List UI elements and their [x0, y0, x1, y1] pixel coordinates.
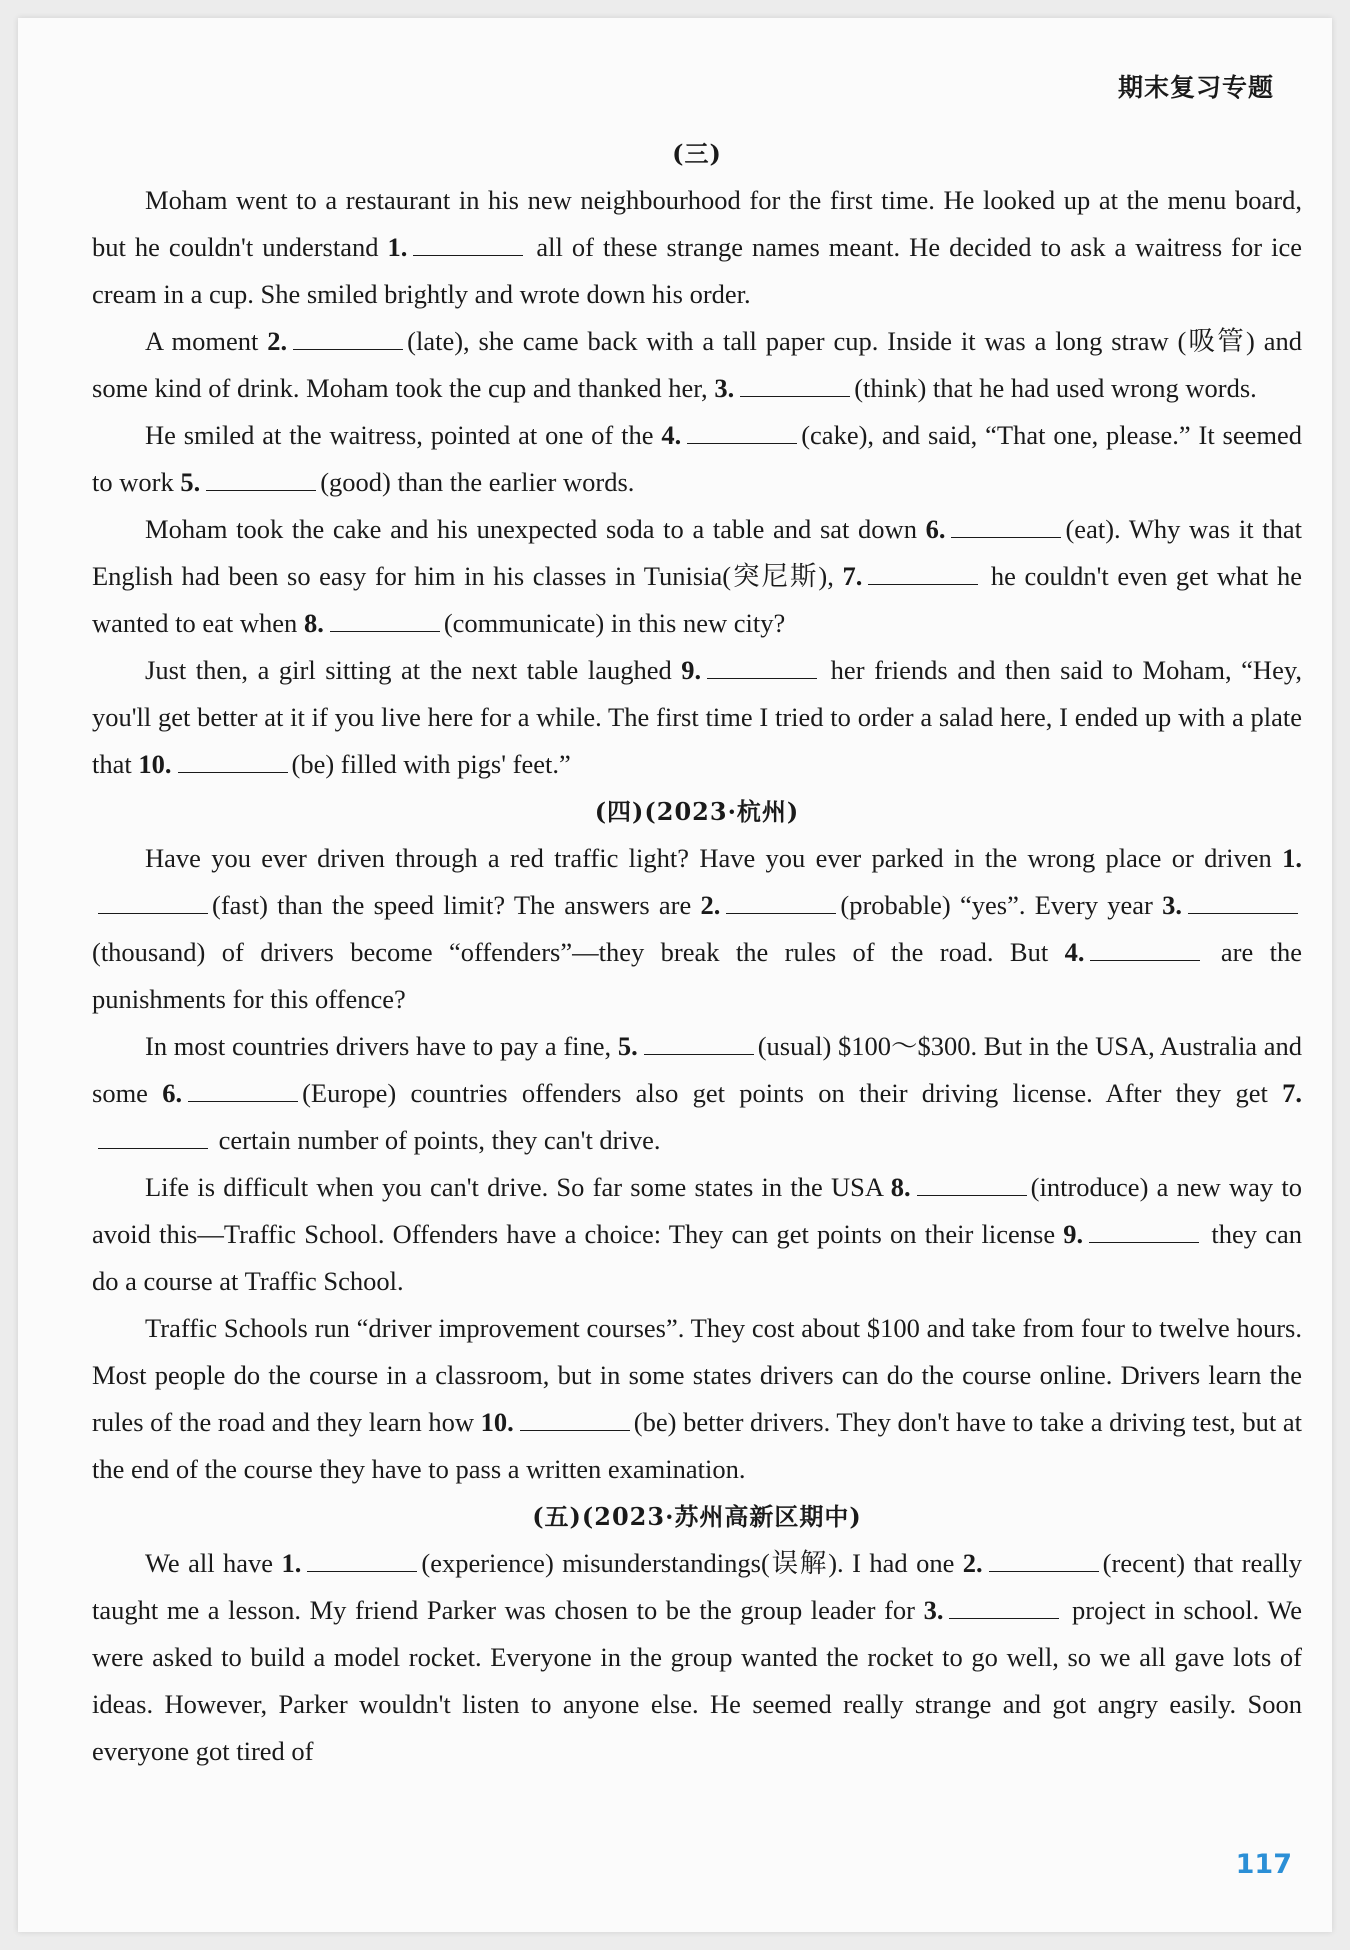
page-body — [92, 130, 1302, 1775]
paragraph — [92, 506, 1302, 647]
page-header-title: 期末复习专题 — [1117, 73, 1274, 102]
text-run: all of these strange names meant. He decided to ask a waitress for ice cream in a cup. She smiled brightly and wrote down his order. — [92, 232, 1302, 309]
answer-blank[interactable] — [178, 748, 288, 773]
text-run: (probable) “yes”. Every year — [840, 890, 1163, 920]
answer-blank[interactable] — [989, 1547, 1099, 1572]
answer-blank[interactable] — [98, 1124, 208, 1149]
answer-blank[interactable] — [644, 1030, 754, 1055]
answer-blank[interactable] — [949, 1594, 1059, 1619]
text-run: He smiled at the waitress, pointed at one of the — [145, 420, 662, 450]
answer-blank[interactable] — [188, 1077, 298, 1102]
question-number: 2. — [700, 890, 721, 920]
question-number: 5. — [617, 1031, 638, 1061]
question-number: 10. — [138, 749, 172, 779]
question-number: 4. — [1064, 937, 1085, 967]
question-number: 9. — [681, 655, 702, 685]
text-run: We all have — [145, 1548, 282, 1578]
text-run: (thousand) of drivers become “offenders”—they break the rules of the road. But — [92, 937, 1065, 967]
paragraph — [92, 835, 1302, 1023]
text-run: he couldn't even get what he wanted to eat when — [92, 561, 1302, 638]
text-run: Just then, a girl sitting at the next table laughed — [145, 655, 682, 685]
text-run: are the punishments for this offence? — [92, 937, 1302, 1014]
answer-blank[interactable] — [917, 1171, 1027, 1196]
text-run: (recent) that really taught me a lesson. My friend Parker was chosen to be the group leader for — [92, 1548, 1302, 1625]
question-number: 1. — [387, 232, 408, 262]
answer-blank[interactable] — [951, 513, 1061, 538]
question-number: 2. — [267, 326, 288, 356]
text-run: (communicate) in this new city? — [443, 608, 786, 638]
question-number: 9. — [1063, 1219, 1084, 1249]
text-run: (cake), and said, “That one, please.” It seemed to work — [92, 420, 1302, 497]
question-number: 3. — [714, 373, 735, 403]
question-number: 2. — [962, 1548, 983, 1578]
answer-blank[interactable] — [413, 231, 523, 256]
paragraph — [92, 318, 1302, 412]
answer-blank[interactable] — [687, 419, 797, 444]
question-number: 5. — [180, 467, 201, 497]
textbook-page — [18, 18, 1332, 1932]
text-run: her friends and then said to Moham, “Hey, you'll get better at it if you live here for a while. The first time I tried to order a salad here, I ended up with a plate that — [92, 655, 1302, 779]
paragraph — [92, 1305, 1302, 1493]
answer-blank[interactable] — [726, 889, 836, 914]
section-title: (三) — [672, 139, 722, 168]
answer-blank[interactable] — [330, 607, 440, 632]
answer-blank[interactable] — [707, 654, 817, 679]
paragraph — [92, 412, 1302, 506]
text-run: Life is difficult when you can't drive. So far some states in the USA — [145, 1172, 891, 1202]
paragraph — [92, 1023, 1302, 1164]
text-run: (fast) than the speed limit? The answers are — [212, 890, 701, 920]
answer-blank[interactable] — [520, 1406, 630, 1431]
text-run: (Europe) countries offenders also get points on their driving license. After they get — [302, 1078, 1283, 1108]
text-run: Have you ever driven through a red traffic light? Have you ever parked in the wrong place or driven — [145, 843, 1283, 873]
answer-blank[interactable] — [1188, 889, 1298, 914]
page-number: 117 — [1235, 1849, 1292, 1880]
question-number: 7. — [842, 561, 863, 591]
text-run: (think) that he had used wrong words. — [854, 373, 1257, 403]
paragraph — [92, 1540, 1302, 1775]
question-number: 3. — [1162, 890, 1182, 920]
question-number: 3. — [923, 1595, 944, 1625]
text-run: (good) than the earlier words. — [320, 467, 635, 497]
question-number: 8. — [890, 1172, 911, 1202]
question-number: 6. — [925, 514, 946, 544]
text-run: (be) filled with pigs' feet.” — [291, 749, 571, 779]
question-number: 4. — [661, 420, 682, 450]
question-number: 1. — [1282, 843, 1302, 873]
question-number: 1. — [281, 1548, 302, 1578]
answer-blank[interactable] — [868, 560, 978, 585]
text-run: (be) better drivers. They don't have to take a driving test, but at the end of the course they have to pass a written examination. — [92, 1407, 1302, 1484]
section-title: (四)(2023·杭州) — [594, 797, 800, 826]
text-run: project in school. We were asked to build a model rocket. Everyone in the group wanted the rocket to go well, so we all gave lots of ideas. However, Parker wouldn't listen to anyone else. He seemed really strange and got angry easily. Soon everyone got tired of — [92, 1595, 1302, 1766]
answer-blank[interactable] — [740, 372, 850, 397]
text-run: A moment — [145, 326, 268, 356]
text-run: Moham went to a restaurant in his new neighbourhood for the first time. He looked up at the menu board, but he couldn't understand — [92, 185, 1302, 262]
text-run: (late), she came back with a tall paper cup. Inside it was a long straw (吸管) and some kind of drink. Moham took the cup and thanked her, — [92, 326, 1302, 403]
answer-blank[interactable] — [206, 466, 316, 491]
text-run: they can do a course at Traffic School. — [92, 1219, 1302, 1296]
question-number: 6. — [162, 1078, 183, 1108]
answer-blank[interactable] — [307, 1547, 417, 1572]
question-number: 10. — [480, 1407, 514, 1437]
answer-blank[interactable] — [1089, 1218, 1199, 1243]
answer-blank[interactable] — [1090, 936, 1200, 961]
paragraph — [92, 647, 1302, 788]
paragraph — [92, 1164, 1302, 1305]
text-run: (usual) $100～$300. But in the USA, Australia and some — [92, 1031, 1302, 1108]
text-run: (introduce) a new way to avoid this—Traffic School. Offenders have a choice: They can get points on their license — [92, 1172, 1302, 1249]
question-number: 7. — [1282, 1078, 1303, 1108]
paragraph — [92, 177, 1302, 318]
text-run: certain number of points, they can't drive. — [212, 1125, 661, 1155]
section-title: (五)(2023·苏州高新区期中) — [532, 1502, 862, 1531]
text-run: (eat). Why was it that English had been so easy for him in his classes in Tunisia(突尼斯), — [92, 514, 1302, 591]
text-run: Traffic Schools run “driver improvement courses”. They cost about $100 and take from four to twelve hours. Most people do the course in a classroom, but in some states drivers can do the course online. Drivers learn the rules of the road and they learn how — [92, 1313, 1302, 1437]
text-run: (experience) misunderstandings(误解). I had one — [421, 1548, 963, 1578]
text-run: In most countries drivers have to pay a fine, — [145, 1031, 618, 1061]
question-number: 8. — [303, 608, 324, 638]
answer-blank[interactable] — [293, 325, 403, 350]
answer-blank[interactable] — [98, 889, 208, 914]
text-run: Moham took the cake and his unexpected soda to a table and sat down — [145, 514, 926, 544]
